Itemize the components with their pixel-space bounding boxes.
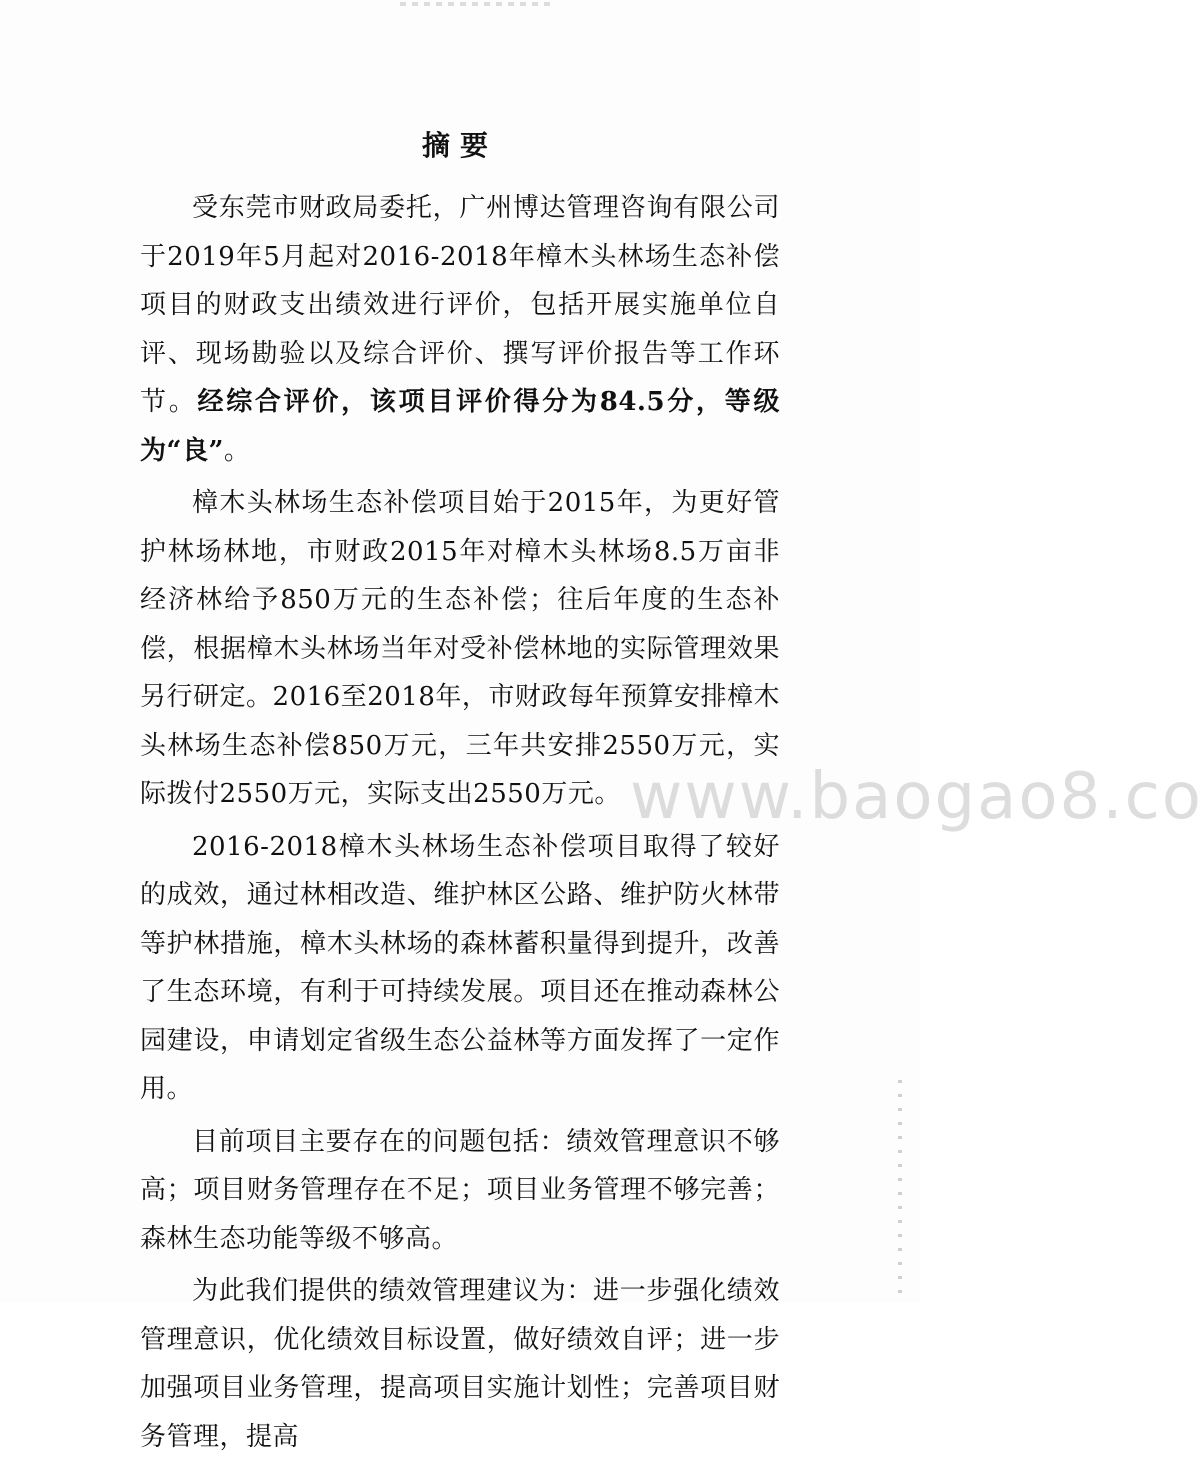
paragraph-commission	[140, 184, 780, 475]
paragraph-background: 樟木头林场生态补偿项目始于2015年，为更好管护林场林地，市财政2015年对樟木头林场8.5万亩非经济林给予850万元的生态补偿；往后年度的生态补偿，根据樟木头林场当年对受补偿林地的实际管理效果另行研定。2016至2018年，市财政每年预算安排樟木头林场生态补偿850万元，三年共安排2550万元，实际拨付2550万元，实际支出2550万元。	[140, 488, 780, 809]
document-body	[140, 184, 780, 1465]
paragraph-suggestions: 为此我们提供的绩效管理建议为：进一步强化绩效管理意识，优化绩效目标设置，做好绩效自评；进一步加强项目业务管理，提高项目实施计划性；完善项目财务管理，提高	[140, 1276, 780, 1452]
evaluation-result-bold: 经综合评价，该项目评价得分为84.5分，等级为“良”	[140, 387, 780, 466]
watermark: www.baogao8.co	[630, 760, 1203, 834]
document-title: 摘要	[421, 129, 498, 162]
paragraph-commission-tail: 。	[223, 435, 251, 466]
paragraph-achievements: 2016-2018樟木头林场生态补偿项目取得了较好的成效，通过林相改造、维护林区公路、维护防火林带等护林措施，樟木头林场的森林蓄积量得到提升，改善了生态环境，有利于可持续发展。项目还在推动森林公园建设，申请划定省级生态公益林等方面发挥了一定作用。	[140, 831, 780, 1104]
scan-artifact-edge	[898, 1080, 902, 1300]
scan-artifact-top	[400, 2, 550, 6]
paragraph-problems: 目前项目主要存在的问题包括：绩效管理意识不够高；项目财务管理存在不足；项目业务管理不够完善；森林生态功能等级不够高。	[140, 1126, 780, 1254]
paragraph-commission-text: 受东莞市财政局委托，广州博达管理咨询有限公司于2019年5月起对2016-2018年樟木头林场生态补偿项目的财政支出绩效进行评价，包括开展实施单位自评、现场勘验以及综合评价、撰写评价报告等工作环节。	[140, 193, 780, 417]
